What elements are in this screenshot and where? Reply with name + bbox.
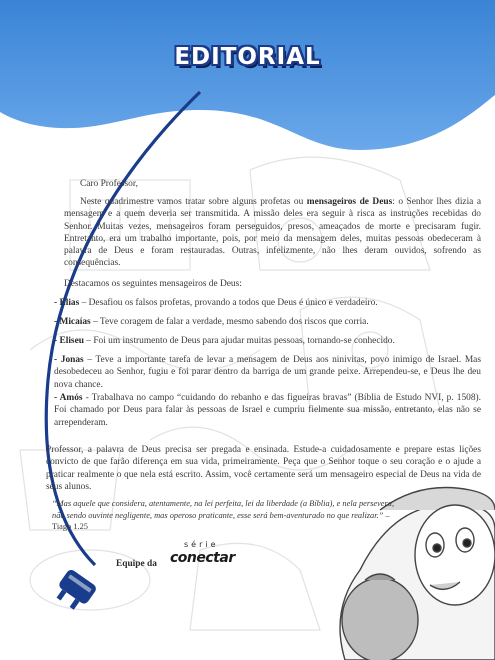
list-item: - Eliseu – Foi um instrumento de Deus para ajudar muitas pessoas, tornando-se conhecido. [54,336,395,346]
intro-paragraph: Neste quadrimestre vamos tratar sobre alguns profetas ou mensageiros de Deus: o Senhor lhes dizia a mensagem e a quem deveria ser transmitida. A missão deles era seguir à risca as instruções recebidas do Senhor. Muitas vezes, mensageiros foram perseguidos, presos, ameaçados de morte e precisaram fugir. Entretanto, era um trabalho importante, pois, por meio da mensagem deles, muitas pessoas obedeceram à palavra de Deus e foram restauradas. Outras, infelizmente, não lhes deram ouvidos, sofrendo as consequências. [64,197,481,269]
team-label: Equipe da [116,559,157,569]
closing-paragraph: Professor, a palavra de Deus precisa ser pregada e ensinada. Estude-a cuidadosamente e prepare estas lições convicto de que farão diferença em sua vida, primeiramente. Peça que o Senhor toque o seu coração e o ajude a praticar realmente o que nela está escrito. Assim, você certamente será um mensageiro especial de Deus na vida de seus alunos. [46,445,481,492]
list-item: - Amós - Trabalhava no campo “cuidando do rebanho e das figueiras bravas” (Bíblia de Estudo NVI, p. 1508). Foi chamado por Deus para falar às pessoas de Israel e cumpriu fielmente sua missão, entretanto, elas não se arrependeram. [54,393,481,428]
lead-text: Destacamos os seguintes mensageiros de Deus: [64,279,242,289]
serie-conectar-logo: série conectar [170,540,235,566]
page-title: EDITORIAL [174,44,321,70]
list-item: - Micaías – Teve coragem de falar a verdade, mesmo sabendo dos riscos que corria. [54,317,369,327]
list-item: - Jonas – Teve a importante tarefa de levar a mensagem de Deus aos ninivitas, povo inimigo de Israel. Mas desobedeceu ao Senhor, fugiu e foi parar dentro da barriga de um grande peixe. Arrependeu-se, e Deus lhe deu nova chance. [54,355,481,390]
greeting: Caro Professor, [80,179,138,189]
bible-quote: “Mas aquele que considera, atentamente, na lei perfeita, lei da liberdade (a Bíblia), e nela persevera, não sendo ouvinte negligente, mas operoso praticante, esse será bem-aventurado no que realizar.” – Tiago 1.25 [52,499,395,531]
list-item: - Elias – Desafiou os falsos profetas, provando a todos que Deus é único e verdadeiro. [54,298,378,308]
